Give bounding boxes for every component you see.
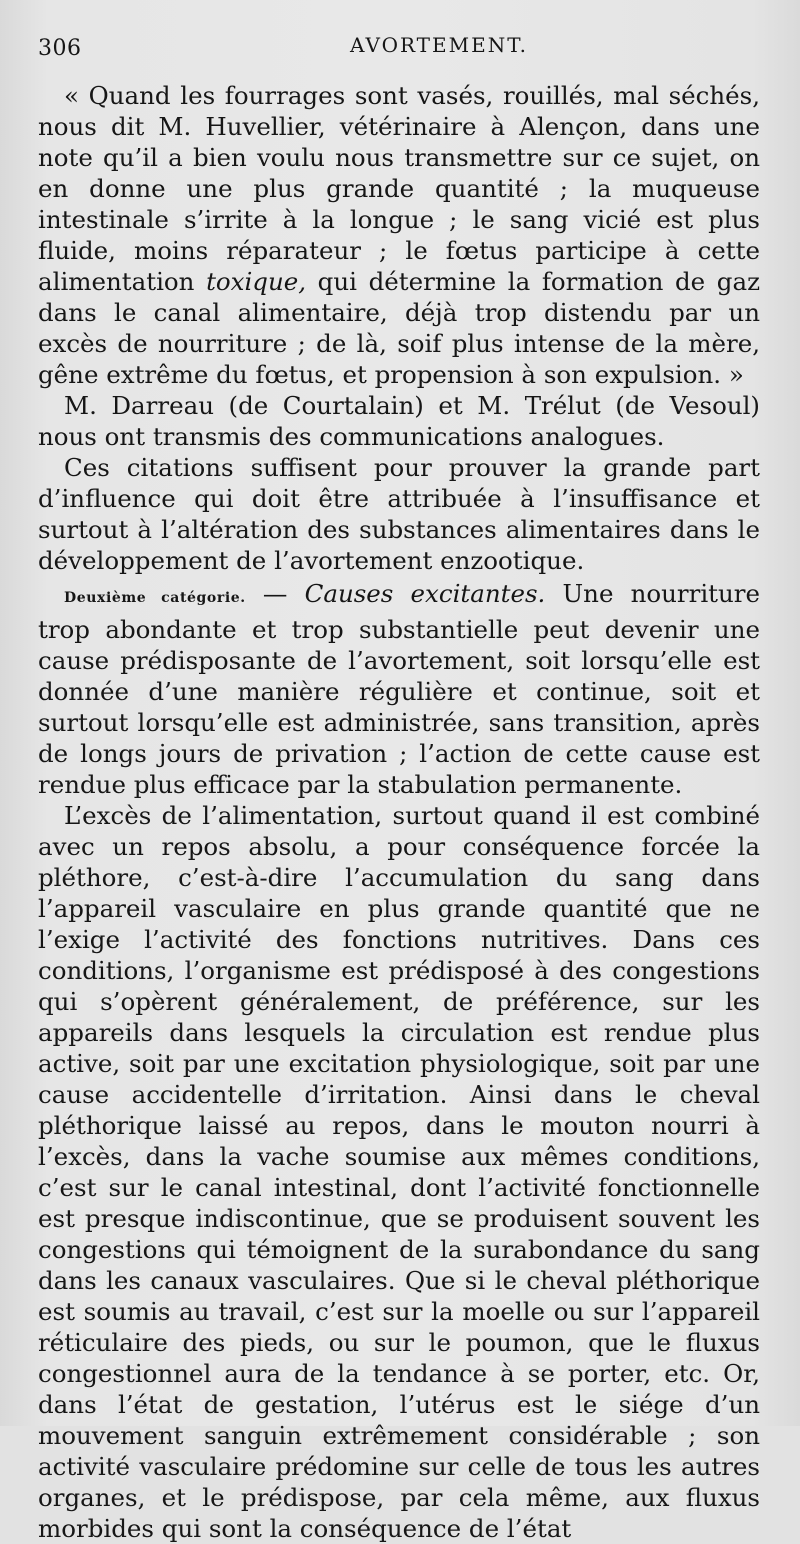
paragraph-text: qui détermine la formation de gaz dans le canal alimentaire, déjà trop distendu par un excès de nourriture ; de là, soif plus intense de la mère, gêne extrême du fœtus, et propension à son expulsion. » <box>38 267 760 389</box>
paragraph-quotation-huvellier <box>38 80 760 390</box>
paragraph-deuxieme-categorie <box>38 578 760 800</box>
running-title: AVORTEMENT. <box>350 33 528 57</box>
paragraph-darreau-trelut: M. Darreau (de Courtalain) et M. Trélut (de Vesoul) nous ont transmis des communications analogues. <box>38 391 760 451</box>
paragraph-exces-alimentation: L’excès de l’alimentation, surtout quand il est combiné avec un repos absolu, a pour conséquence forcée la pléthore, c’est-à-dire l’accumulation du sang dans l’appareil vasculaire en plus grande quantité que ne l’exige l’activité des fonctions nutritives. Dans ces conditions, l’organisme est prédisposé à des congestions qui s’opèrent généralement, de préférence, sur les appareils dans lesquels la circulation est rendue plus active, soit par une excitation physiologique, soit par une cause accidentelle d’irritation. Ainsi dans le cheval pléthorique laissé au repos, dans le mouton nourri à l’excès, dans la vache soumise aux mêmes conditions, c’est sur le canal intestinal, dont l’activité fonctionnelle est presque indiscontinue, que se produisent souvent les congestions qui témoignent de la surabondance du sang dans les canaux vasculaires. Que si le cheval pléthorique est soumis au travail, c’est sur la moelle ou sur l’appareil réticulaire des pieds, ou sur le poumon, que le fluxus congestionnel aura de la tendance à se porter, etc. Or, dans l’état de gestation, l’utérus est le siége d’un mouvement sanguin extrêmement considérable ; son activité vasculaire prédomine sur celle de tous les autres organes, et le prédispose, par cela même, aux fluxus morbides qui sont la conséquence de l’état <box>38 801 760 1543</box>
paragraph-text: Une nourriture trop abondante et trop substantielle peut devenir une cause prédisposante de l’avortement, soit lorsqu’elle est donnée d’une manière régulière et continue, soit et surtout lorsqu’elle est administrée, sans transition, après de longs jours de privation ; l’action de cette cause est rendue plus efficace par la stabulation permanente. <box>38 579 761 799</box>
em-dash: — <box>245 579 305 608</box>
page-number: 306 <box>38 36 82 61</box>
paragraph-citations: Ces citations suffisent pour prouver la grande part d’influence qui doit être attribuée à l’insuffisance et surtout à l’altération des substances alimentaires dans le développement de l’avortement enzootique. <box>38 453 760 575</box>
italic-term: toxique, <box>206 267 307 296</box>
page-header <box>38 30 760 64</box>
body-text <box>38 80 760 1544</box>
category-label: Deuxième catégorie. <box>64 590 246 606</box>
category-heading-italic: Causes excitantes. <box>304 579 546 608</box>
paragraph-text: « Quand les fourrages sont vasés, rouillés, mal séchés, nous dit M. Huvellier, vétérinaire à Alençon, dans une note qu’il a bien voulu nous transmettre sur ce sujet, on en donne une plus grande quantité ; la muqueuse intestinale s’irrite à la longue ; le sang vicié est plus fluide, moins réparateur ; le fœtus participe à cette alimentation <box>38 81 760 296</box>
